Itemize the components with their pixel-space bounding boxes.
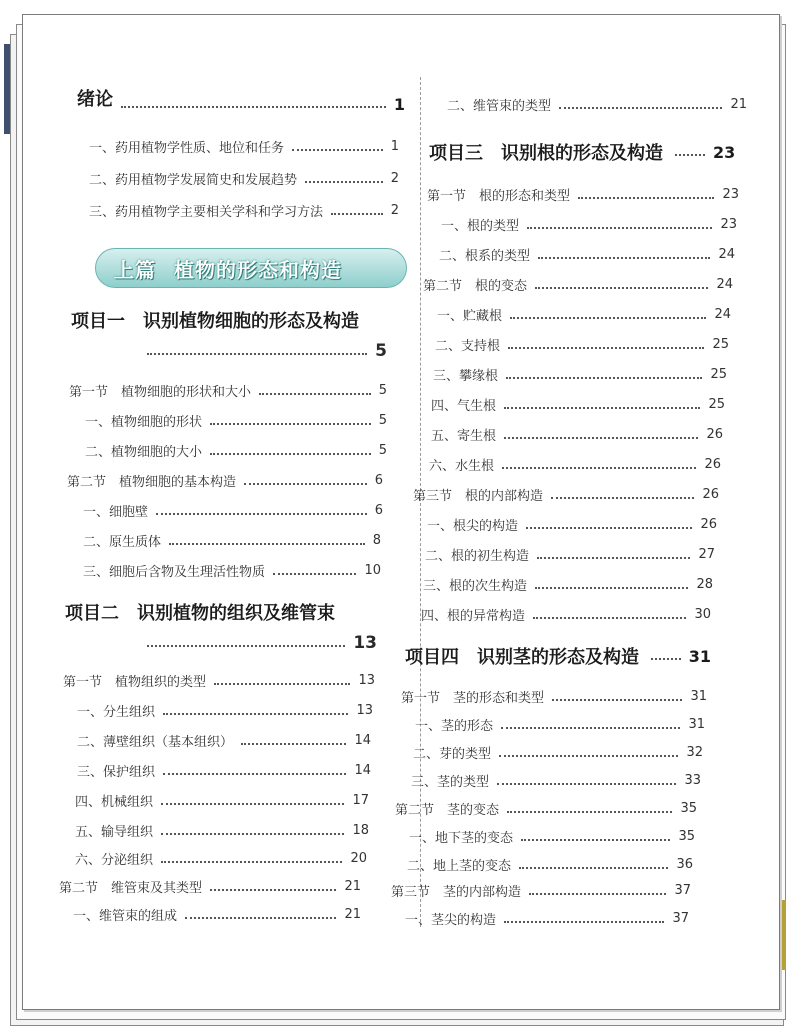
project-page-line	[147, 633, 377, 653]
dot-leader	[273, 573, 356, 575]
toc-entry[interactable]	[405, 909, 689, 928]
dot-leader	[508, 347, 704, 349]
toc-entry[interactable]	[433, 365, 727, 384]
entry-page: 32	[686, 745, 703, 760]
entry-label: 一、地下茎的变态	[409, 831, 514, 846]
toc-entry[interactable]	[421, 605, 711, 624]
dot-leader	[161, 833, 344, 835]
entry-page: 35	[680, 801, 697, 816]
entry-label: 五、输导组织	[75, 825, 154, 840]
toc-entry[interactable]	[411, 771, 701, 790]
toc-entry[interactable]	[63, 671, 375, 690]
toc-entry[interactable]	[75, 821, 369, 840]
toc-entry[interactable]	[431, 425, 723, 444]
toc-entry[interactable]	[85, 441, 387, 460]
entry-label: 一、细胞壁	[83, 505, 149, 520]
toc-entry[interactable]	[73, 905, 361, 924]
entry-page: 36	[676, 857, 693, 872]
toc-entry[interactable]	[435, 335, 729, 354]
entry-label: 二、薄壁组织（基本组织）	[77, 735, 234, 750]
project-heading[interactable]	[71, 307, 401, 333]
entry-label: 第一节 植物细胞的形状和大小	[69, 385, 252, 400]
dot-leader	[535, 287, 708, 289]
entry-label: 一、贮藏根	[437, 309, 503, 324]
entry-page: 21	[344, 879, 361, 894]
entry-page: 21	[730, 97, 747, 112]
project-page: 5	[375, 341, 387, 361]
entry-page: 10	[364, 563, 381, 578]
toc-entry[interactable]	[77, 731, 371, 750]
dot-leader	[210, 423, 371, 425]
toc-entry[interactable]	[83, 501, 383, 520]
entry-label: 第二节 植物细胞的基本构造	[67, 475, 237, 490]
banner-title: 植物的形态和构造	[174, 257, 342, 282]
dot-leader	[161, 861, 342, 863]
entry-label: 一、茎尖的构造	[405, 913, 497, 928]
toc-entry[interactable]	[89, 169, 399, 188]
entry-label: 二、芽的类型	[413, 747, 492, 762]
project-page: 31	[688, 646, 711, 666]
project-page: 23	[713, 142, 736, 162]
dot-leader	[519, 867, 668, 869]
entry-page: 14	[354, 733, 371, 748]
toc-entry[interactable]	[429, 455, 721, 474]
entry-label: 二、根系的类型	[439, 249, 531, 264]
entry-page: 2	[390, 203, 399, 218]
toc-entry[interactable]	[427, 185, 739, 204]
entry-label: 四、机械组织	[75, 795, 154, 810]
banner-part: 上篇	[114, 257, 156, 282]
entry-page: 26	[706, 427, 723, 442]
entry-label: 二、原生质体	[83, 535, 162, 550]
toc-entry[interactable]	[413, 743, 703, 762]
toc-entry[interactable]	[89, 137, 399, 156]
dot-leader	[331, 213, 383, 215]
entry-label: 一、植物细胞的形状	[85, 415, 203, 430]
dot-leader	[507, 811, 672, 813]
entry-page: 18	[352, 823, 369, 838]
entry-label: 第二节 根的变态	[423, 279, 528, 294]
project-title: 项目一 识别植物细胞的形态及构造	[71, 311, 359, 332]
entry-label: 第一节 植物组织的类型	[63, 675, 207, 690]
entry-label: 一、茎的形态	[415, 719, 494, 734]
entry-page: 5	[378, 443, 387, 458]
dot-leader	[502, 467, 696, 469]
toc-page	[22, 14, 780, 1010]
entry-page: 1	[390, 139, 399, 154]
toc-entry[interactable]	[395, 799, 697, 818]
dot-leader	[537, 557, 690, 559]
toc-entry[interactable]	[89, 201, 399, 220]
dot-leader	[504, 407, 700, 409]
dot-leader	[497, 783, 676, 785]
dot-leader	[163, 713, 348, 715]
dot-leader	[185, 917, 336, 919]
entry-page: 26	[704, 457, 721, 472]
dot-leader	[210, 889, 336, 891]
toc-entry[interactable]	[437, 305, 731, 324]
entry-page: 14	[354, 763, 371, 778]
entry-page: 6	[374, 473, 383, 488]
toc-entry[interactable]	[83, 531, 381, 550]
entry-page: 6	[374, 503, 383, 518]
dot-leader	[259, 393, 371, 395]
entry-label: 三、根的次生构造	[423, 579, 528, 594]
toc-entry[interactable]	[447, 95, 747, 114]
project-title: 项目三 识别根的形态及构造	[429, 143, 663, 164]
entry-page: 5	[378, 383, 387, 398]
entry-label: 绪论	[77, 88, 113, 110]
toc-entry[interactable]	[75, 849, 367, 868]
entry-label: 三、细胞后含物及生理活性物质	[83, 565, 266, 580]
dot-leader	[533, 617, 686, 619]
project-title: 项目二 识别植物的组织及维管束	[65, 603, 335, 624]
entry-page: 26	[700, 517, 717, 532]
toc-entry[interactable]	[425, 545, 715, 564]
dot-leader	[527, 227, 712, 229]
toc-entry[interactable]	[423, 575, 713, 594]
entry-label: 一、根的类型	[441, 219, 520, 234]
dot-leader	[161, 803, 344, 805]
toc-entry[interactable]	[423, 275, 733, 294]
dot-leader	[244, 483, 367, 485]
entry-page: 21	[344, 907, 361, 922]
dot-leader	[675, 154, 705, 156]
dot-leader	[510, 317, 706, 319]
entry-label: 六、水生根	[429, 459, 495, 474]
entry-label: 一、分生组织	[77, 705, 156, 720]
entry-page: 28	[696, 577, 713, 592]
entry-label: 五、寄生根	[431, 429, 497, 444]
entry-page: 33	[684, 773, 701, 788]
entry-page: 25	[708, 397, 725, 412]
entry-label: 六、分泌组织	[75, 853, 154, 868]
entry-label: 二、支持根	[435, 339, 501, 354]
entry-page: 35	[678, 829, 695, 844]
entry-label: 四、气生根	[431, 399, 497, 414]
entry-label: 二、地上茎的变态	[407, 859, 512, 874]
toc-entry[interactable]	[415, 715, 705, 734]
dot-leader	[156, 513, 367, 515]
dot-leader	[651, 658, 681, 660]
dot-leader	[292, 149, 383, 151]
entry-label: 三、药用植物学主要相关学科和学习方法	[89, 205, 324, 220]
entry-page: 23	[720, 217, 737, 232]
dot-leader	[147, 645, 345, 647]
entry-label: 三、茎的类型	[411, 775, 490, 790]
toc-entry[interactable]	[431, 395, 725, 414]
toc-entry[interactable]	[409, 827, 695, 846]
dot-leader	[210, 453, 371, 455]
entry-label: 二、药用植物学发展简史和发展趋势	[89, 173, 298, 188]
entry-label: 二、维管束的类型	[447, 99, 552, 114]
toc-entry[interactable]	[83, 561, 381, 580]
toc-intro-heading[interactable]	[77, 81, 405, 114]
entry-label: 三、攀缘根	[433, 369, 499, 384]
dot-leader	[521, 839, 670, 841]
entry-page: 13	[358, 673, 375, 688]
toc-entry[interactable]	[77, 701, 373, 720]
entry-page: 37	[672, 911, 689, 926]
entry-page: 25	[710, 367, 727, 382]
dot-leader	[121, 106, 386, 108]
dot-leader	[499, 755, 678, 757]
dot-leader	[169, 543, 365, 545]
entry-page: 8	[372, 533, 381, 548]
entry-label: 三、保护组织	[77, 765, 156, 780]
entry-label: 第三节 茎的内部构造	[391, 885, 522, 900]
project-page-line	[147, 341, 387, 361]
dot-leader	[214, 683, 350, 685]
dot-leader	[526, 527, 692, 529]
toc-entry[interactable]	[85, 411, 387, 430]
entry-page: 1	[393, 95, 405, 114]
dot-leader	[535, 587, 688, 589]
entry-label: 第二节 茎的变态	[395, 803, 500, 818]
toc-entry[interactable]	[59, 877, 361, 896]
project-heading[interactable]	[429, 139, 745, 165]
dot-leader	[506, 377, 702, 379]
entry-page: 26	[702, 487, 719, 502]
entry-label: 一、根尖的构造	[427, 519, 519, 534]
project-heading[interactable]	[65, 599, 395, 625]
entry-label: 二、植物细胞的大小	[85, 445, 203, 460]
entry-page: 30	[694, 607, 711, 622]
toc-entry[interactable]	[401, 687, 707, 706]
entry-page: 27	[698, 547, 715, 562]
dot-leader	[504, 921, 664, 923]
dot-leader	[551, 497, 694, 499]
project-page: 13	[353, 633, 377, 653]
toc-entry[interactable]	[69, 381, 387, 400]
project-title: 项目四 识别茎的形态及构造	[405, 647, 639, 668]
entry-label: 二、根的初生构造	[425, 549, 530, 564]
entry-page: 24	[718, 247, 735, 262]
dot-leader	[501, 727, 680, 729]
entry-label: 一、维管束的组成	[73, 909, 178, 924]
dot-leader	[552, 699, 682, 701]
entry-page: 24	[714, 307, 731, 322]
toc-entry[interactable]	[75, 791, 369, 810]
entry-label: 第三节 根的内部构造	[413, 489, 544, 504]
dot-leader	[538, 257, 710, 259]
dot-leader	[559, 107, 722, 109]
part-banner	[95, 248, 407, 288]
entry-label: 四、根的异常构造	[421, 609, 526, 624]
toc-entry[interactable]	[391, 881, 691, 900]
dot-leader	[241, 743, 346, 745]
entry-label: 第一节 茎的形态和类型	[401, 691, 545, 706]
entry-page: 24	[716, 277, 733, 292]
entry-page: 31	[690, 689, 707, 704]
toc-entry[interactable]	[413, 485, 719, 504]
entry-page: 20	[350, 851, 367, 866]
toc-entry[interactable]	[441, 215, 737, 234]
dot-leader	[147, 353, 367, 355]
project-heading[interactable]	[405, 643, 711, 669]
toc-entry[interactable]	[407, 855, 693, 874]
dot-leader	[504, 437, 698, 439]
entry-page: 17	[352, 793, 369, 808]
entry-page: 23	[722, 187, 739, 202]
toc-entry[interactable]	[77, 761, 371, 780]
dot-leader	[163, 773, 346, 775]
entry-page: 25	[712, 337, 729, 352]
dot-leader	[578, 197, 714, 199]
entry-label: 第一节 根的形态和类型	[427, 189, 571, 204]
toc-entry[interactable]	[439, 245, 735, 264]
toc-entry[interactable]	[67, 471, 383, 490]
entry-page: 5	[378, 413, 387, 428]
entry-page: 13	[356, 703, 373, 718]
toc-entry[interactable]	[427, 515, 717, 534]
dot-leader	[529, 893, 666, 895]
entry-page: 31	[688, 717, 705, 732]
entry-label: 一、药用植物学性质、地位和任务	[89, 141, 285, 156]
entry-label: 第二节 维管束及其类型	[59, 881, 203, 896]
entry-page: 37	[674, 883, 691, 898]
dot-leader	[305, 181, 383, 183]
entry-page: 2	[390, 171, 399, 186]
